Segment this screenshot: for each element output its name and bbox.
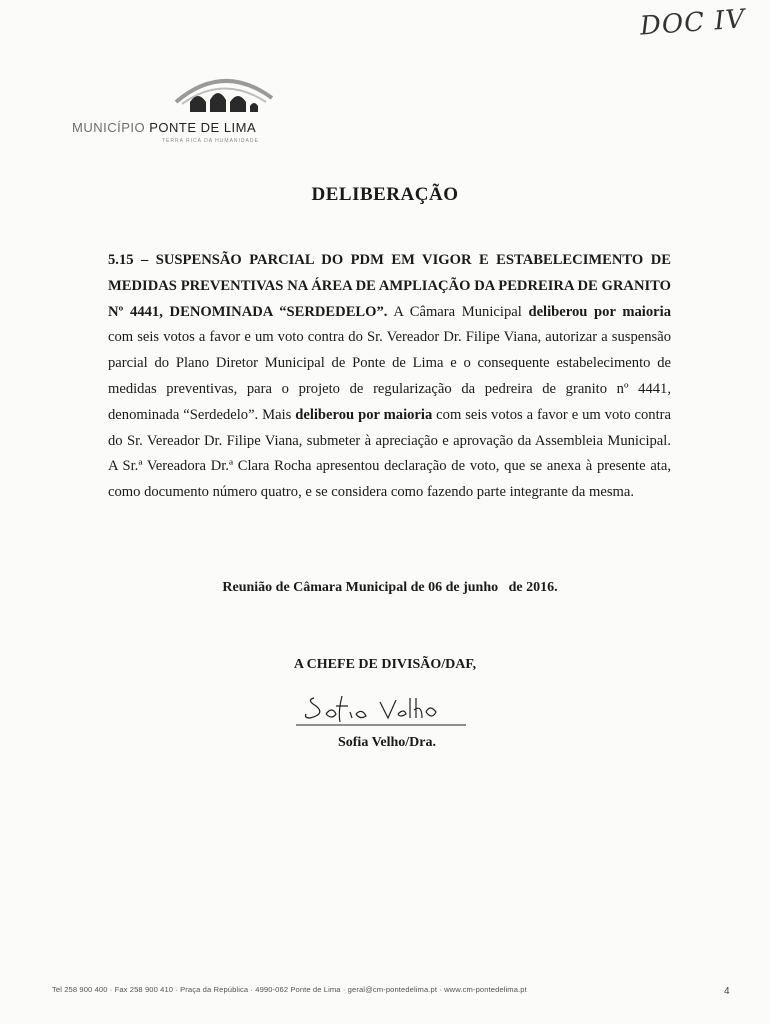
handwritten-signature	[296, 692, 466, 728]
logo-tagline: TERRA RICA DA HUMANIDADE	[162, 138, 259, 144]
meeting-date: Reunião de Câmara Municipal de 06 de junho de 2016.	[222, 580, 558, 595]
body-bold-2: deliberou por maioria	[295, 406, 433, 423]
municipality-logo	[72, 68, 292, 148]
document-title: DELIBERAÇÃO	[311, 184, 459, 205]
bridge-logo-icon	[168, 68, 278, 116]
logo-prefix: MUNICÍPIO	[72, 120, 146, 135]
page-number: 4	[724, 986, 730, 997]
logo-name: PONTE DE LIMA	[149, 120, 257, 135]
body-text-1: A Câmara Municipal	[387, 303, 529, 320]
handwritten-doc-mark: DOC IV	[639, 4, 747, 42]
deliberation-body	[108, 248, 671, 506]
body-text-3: com seis votos a favor e um voto contra do Sr. Vereador Dr. Filipe Viana, submeter à apreciação e aprovação da Assembleia Municipal. A Sr.ª Vereadora Dr.ª Clara Rocha apresentou declaração de voto, que se anexa à presente ata, como documento número quatro, e se considera como fazendo parte integrante da mesma.	[108, 406, 671, 501]
body-bold-1: deliberou por maioria	[528, 303, 671, 320]
body-text-2: com seis votos a favor e um voto contra do Sr. Vereador Dr. Filipe Viana, autorizar a suspensão parcial do Plano Diretor Municipal de Ponte de Lima e o consequente estabelecimento de medidas preventivas, para o projeto de regularização da pedreira de granito nº 4441, denominada “Serdedelo”. Mais	[108, 329, 671, 423]
signer-title: A CHEFE DE DIVISÃO/DAF,	[293, 657, 477, 672]
signer-name: Sofia Velho/Dra.	[337, 735, 436, 750]
deliberation-heading: 5.15 – SUSPENSÃO PARCIAL DO PDM EM VIGOR E ESTABELECIMENTO DE MEDIDAS PREVENTIVAS NA ÁREA DE AMPLIAÇÃO DA PEDREIRA DE GRANITO Nº 4441, DENOMINADA “SERDEDELO”.	[108, 252, 671, 320]
footer-contact: Tel 258 900 400 · Fax 258 900 410 · Praça da República · 4990-062 Ponte de Lima · geral@cm-pontedelima.pt · www.cm-pontedelima.pt	[52, 985, 527, 994]
